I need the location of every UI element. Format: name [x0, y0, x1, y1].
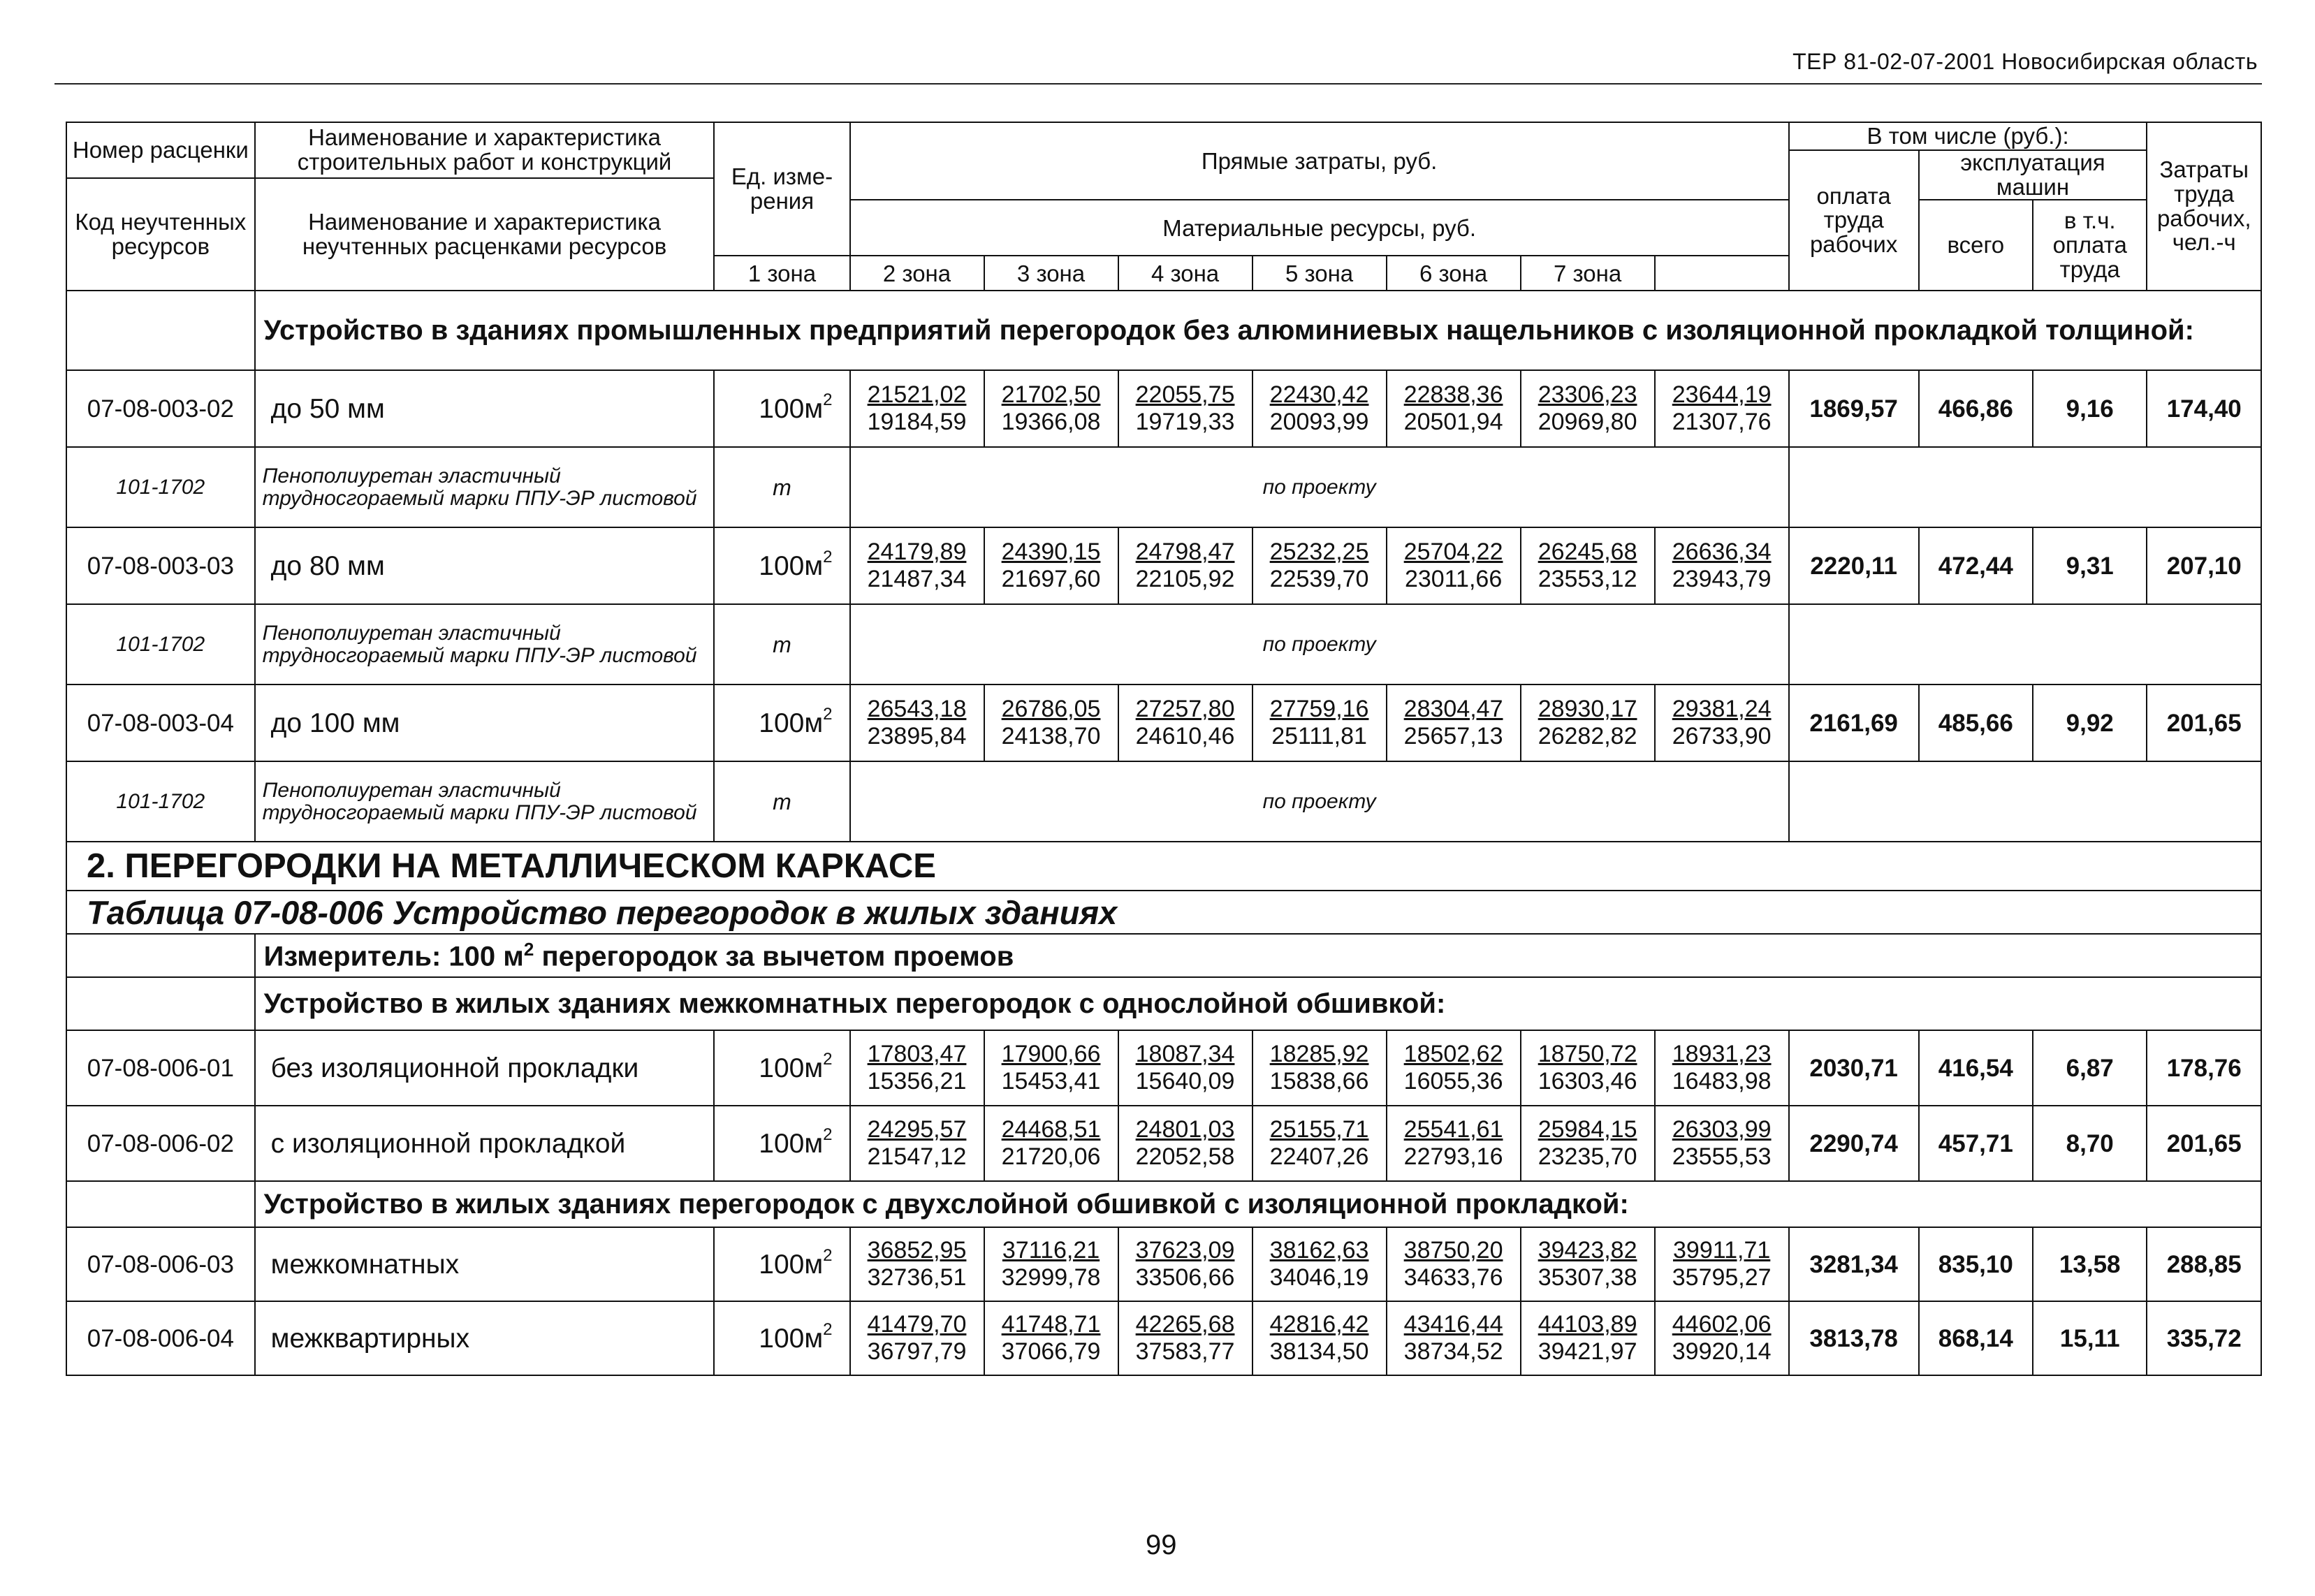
zone-cost-cell: [984, 1106, 1118, 1181]
material-cost-value: 33506,66: [1135, 1264, 1235, 1291]
measure-exponent: 2: [523, 938, 534, 960]
machine-labor-value: 9,16: [2033, 370, 2147, 447]
material-cost-value: 26733,90: [1672, 723, 1772, 750]
machine-total-value: 835,10: [1919, 1227, 2033, 1301]
machine-total-value: 485,66: [1919, 684, 2033, 761]
zone-cost-cell: [1253, 684, 1387, 761]
rate-name: до 100 мм: [255, 684, 715, 761]
material-cost-value: 35307,38: [1538, 1264, 1637, 1291]
labor-costs-value: 174,40: [2147, 370, 2261, 447]
material-cost-value: 26282,82: [1538, 723, 1637, 750]
material-cost-value: 19719,33: [1135, 409, 1235, 436]
group-row: [66, 1181, 2261, 1227]
unit-cell: [714, 370, 849, 447]
direct-cost-value: 24798,47: [1135, 539, 1235, 566]
rate-code: 07-08-006-03: [66, 1227, 255, 1301]
zone-cost-cell: [1253, 527, 1387, 604]
group-row: [66, 291, 2261, 370]
measure-text: [255, 934, 2261, 977]
zone-cost-cell: [1387, 684, 1521, 761]
unit-text: 100м: [759, 1250, 824, 1280]
header-machine-operation: эксплуатация машин: [1919, 150, 2147, 200]
direct-cost-value: 18750,72: [1538, 1041, 1637, 1068]
zone-cost-cell: [850, 527, 984, 604]
material-cost-value: 23943,79: [1672, 566, 1772, 593]
unit-text: 100м: [759, 708, 824, 739]
direct-cost-value: 26636,34: [1672, 539, 1772, 566]
rate-row: [66, 370, 2261, 447]
header-including: В том числе (руб.):: [1789, 122, 2147, 150]
direct-cost-value: 24179,89: [867, 539, 967, 566]
zone-cost-cell: [1655, 370, 1789, 447]
direct-cost-value: 42816,42: [1269, 1311, 1369, 1338]
resource-empty-cell: [1789, 604, 2261, 684]
zone-cost-cell: [1521, 370, 1655, 447]
header-zone-7: 7 зона: [1521, 256, 1655, 291]
material-cost-value: 22105,92: [1135, 566, 1235, 593]
material-cost-value: 37583,77: [1135, 1338, 1235, 1366]
document-header: ТЕР 81-02-07-2001 Новосибирская область: [1792, 49, 2258, 74]
material-cost-value: 16483,98: [1672, 1068, 1772, 1095]
page-number: 99: [1146, 1530, 1177, 1560]
resource-empty-cell: [1789, 447, 2261, 527]
direct-cost-value: 41748,71: [1001, 1311, 1101, 1338]
machine-labor-value: 9,92: [2033, 684, 2147, 761]
zone-cost-cell: [850, 1106, 984, 1181]
labor-pay-value: 2290,74: [1789, 1106, 1919, 1181]
header-zone-1: 1 зона: [714, 256, 849, 291]
direct-cost-value: 18285,92: [1269, 1041, 1369, 1068]
direct-cost-value: 23306,23: [1538, 381, 1637, 409]
unit-text: 100м: [759, 1324, 824, 1354]
rate-name: до 80 мм: [255, 527, 715, 604]
direct-cost-value: 43416,44: [1403, 1311, 1503, 1338]
rate-row: [66, 684, 2261, 761]
unit-exponent: 2: [823, 1050, 833, 1069]
zone-cost-cell: [1387, 527, 1521, 604]
direct-cost-value: 18931,23: [1672, 1041, 1772, 1068]
labor-costs-value: 201,65: [2147, 1106, 2261, 1181]
direct-cost-value: 25155,71: [1269, 1116, 1369, 1143]
unit-cell: [714, 1227, 849, 1301]
direct-cost-value: 44103,89: [1538, 1311, 1637, 1338]
zone-cost-cell: [1521, 1227, 1655, 1301]
group-row: [66, 977, 2261, 1030]
empty-code-cell: [66, 934, 255, 977]
material-cost-value: 21487,34: [867, 566, 967, 593]
header-material-resources: Материальные ресурсы, руб.: [850, 200, 1789, 256]
resource-unit: m: [714, 447, 849, 527]
rate-row: [66, 1227, 2261, 1301]
direct-cost-value: 42265,68: [1135, 1311, 1235, 1338]
rate-code: 07-08-003-03: [66, 527, 255, 604]
zone-cost-cell: [984, 527, 1118, 604]
unit-text: 100м: [759, 1129, 824, 1159]
unit-exponent: 2: [823, 705, 833, 724]
labor-pay-value: 2030,71: [1789, 1030, 1919, 1106]
direct-cost-value: 44602,06: [1672, 1311, 1772, 1338]
rate-row: [66, 1030, 2261, 1106]
header-rule: [54, 83, 2262, 85]
direct-cost-value: 24390,15: [1001, 539, 1101, 566]
direct-cost-value: 24295,57: [867, 1116, 967, 1143]
rate-row: [66, 1301, 2261, 1375]
unit-exponent: 2: [823, 390, 833, 410]
rate-code: 07-08-006-02: [66, 1106, 255, 1181]
rate-row: [66, 1106, 2261, 1181]
table-title-row: [66, 891, 2261, 934]
material-cost-value: 24138,70: [1001, 723, 1101, 750]
machine-labor-value: 13,58: [2033, 1227, 2147, 1301]
labor-pay-value: 2161,69: [1789, 684, 1919, 761]
resource-empty-cell: [1789, 761, 2261, 842]
labor-pay-value: 3281,34: [1789, 1227, 1919, 1301]
direct-cost-value: 21702,50: [1001, 381, 1101, 409]
rate-code: 07-08-003-02: [66, 370, 255, 447]
zone-cost-cell: [1253, 1301, 1387, 1375]
resource-unit: m: [714, 761, 849, 842]
rates-table: [66, 122, 2262, 1376]
direct-cost-value: 39911,71: [1673, 1237, 1771, 1264]
resource-code: 101-1702: [66, 447, 255, 527]
material-cost-value: 39920,14: [1672, 1338, 1772, 1366]
zone-cost-cell: [984, 1227, 1118, 1301]
direct-cost-value: 22430,42: [1269, 381, 1369, 409]
material-cost-value: 19366,08: [1001, 409, 1101, 436]
direct-cost-value: 38162,63: [1269, 1237, 1369, 1264]
resource-note: по проекту: [850, 761, 1789, 842]
zone-cost-cell: [1521, 527, 1655, 604]
zone-cost-cell: [1655, 1301, 1789, 1375]
zone-cost-cell: [1655, 527, 1789, 604]
direct-cost-value: 25704,22: [1403, 539, 1503, 566]
direct-cost-value: 29381,24: [1672, 696, 1772, 723]
material-cost-value: 35795,27: [1672, 1264, 1772, 1291]
direct-cost-value: 28304,47: [1403, 696, 1503, 723]
direct-cost-value: 24801,03: [1135, 1116, 1235, 1143]
unit-exponent: 2: [823, 1320, 833, 1340]
zone-cost-cell: [984, 1301, 1118, 1375]
empty-code-cell: [66, 1181, 255, 1227]
zone-cost-cell: [1655, 1227, 1789, 1301]
unit-text: 100м: [759, 1053, 824, 1084]
zone-cost-cell: [1655, 684, 1789, 761]
material-cost-value: 20093,99: [1269, 409, 1369, 436]
labor-costs-value: 335,72: [2147, 1301, 2261, 1375]
header-zone-6: 6 зона: [1387, 256, 1521, 291]
material-cost-value: 32736,51: [867, 1264, 967, 1291]
header-resource-code: Код неучтенных ресурсов: [66, 178, 255, 291]
group-title: Устройство в жилых зданиях межкомнатных перегородок с однослойной обшивкой:: [255, 977, 2261, 1030]
material-cost-value: 16055,36: [1403, 1068, 1503, 1095]
zone-cost-cell: [1118, 370, 1253, 447]
resource-row: [66, 447, 2261, 527]
section-title-row: [66, 842, 2261, 891]
zone-cost-cell: [1118, 1106, 1253, 1181]
direct-cost-value: 26303,99: [1672, 1116, 1772, 1143]
labor-costs-value: 201,65: [2147, 684, 2261, 761]
zone-cost-cell: [1521, 1106, 1655, 1181]
material-cost-value: 21697,60: [1001, 566, 1101, 593]
direct-cost-value: 37623,09: [1135, 1237, 1235, 1264]
material-cost-value: 22052,58: [1135, 1143, 1235, 1171]
zone-cost-cell: [1387, 1301, 1521, 1375]
labor-pay-value: 3813,78: [1789, 1301, 1919, 1375]
material-cost-value: 22539,70: [1269, 566, 1369, 593]
direct-cost-value: 25232,25: [1269, 539, 1369, 566]
direct-cost-value: 36852,95: [867, 1237, 967, 1264]
empty-code-cell: [66, 291, 255, 370]
direct-cost-value: 27257,80: [1135, 696, 1235, 723]
labor-costs-value: 288,85: [2147, 1227, 2261, 1301]
resource-name: Пенополиуретан эластичный трудносгораемый марки ППУ-ЭР листовой: [255, 604, 715, 684]
material-cost-value: 23895,84: [867, 723, 967, 750]
unit-cell: [714, 1030, 849, 1106]
zone-cost-cell: [1387, 1106, 1521, 1181]
direct-cost-value: 18087,34: [1135, 1041, 1235, 1068]
machine-total-value: 472,44: [1919, 527, 2033, 604]
resource-code: 101-1702: [66, 761, 255, 842]
material-cost-value: 25657,13: [1403, 723, 1503, 750]
material-cost-value: 25111,81: [1271, 723, 1367, 750]
direct-cost-value: 41479,70: [867, 1311, 967, 1338]
zone-cost-cell: [1521, 1030, 1655, 1106]
header-machine-labor: в т.ч. оплата труда: [2033, 200, 2147, 291]
unit-cell: [714, 1106, 849, 1181]
section-title: 2. ПЕРЕГОРОДКИ НА МЕТАЛЛИЧЕСКОМ КАРКАСЕ: [66, 842, 2261, 891]
rate-name: межкомнатных: [255, 1227, 715, 1301]
resource-code: 101-1702: [66, 604, 255, 684]
zone-cost-cell: [1253, 1030, 1387, 1106]
unit-cell: [714, 527, 849, 604]
direct-cost-value: 26543,18: [867, 696, 967, 723]
direct-cost-value: 27759,16: [1269, 696, 1369, 723]
measure-label-rest: перегородок за вычетом проемов: [534, 940, 1014, 972]
labor-costs-value: 178,76: [2147, 1030, 2261, 1106]
material-cost-value: 36797,79: [867, 1338, 967, 1366]
zone-cost-cell: [984, 684, 1118, 761]
resource-unit: m: [714, 604, 849, 684]
unit-exponent: 2: [823, 1246, 833, 1266]
header-unit: Ед. изме-рения: [714, 122, 849, 256]
measure-label: Измеритель: 100 м: [263, 940, 524, 972]
header-labor-pay: оплата труда рабочих: [1789, 150, 1919, 291]
direct-cost-value: 39423,82: [1538, 1237, 1637, 1264]
resource-name: Пенополиуретан эластичный трудносгораемый марки ППУ-ЭР листовой: [255, 447, 715, 527]
material-cost-value: 19184,59: [867, 409, 967, 436]
direct-cost-value: 23644,19: [1672, 381, 1772, 409]
zone-cost-cell: [1387, 1030, 1521, 1106]
material-cost-value: 15838,66: [1269, 1068, 1369, 1095]
zone-cost-cell: [1118, 1227, 1253, 1301]
rate-name: межквартирных: [255, 1301, 715, 1375]
zone-cost-cell: [1521, 684, 1655, 761]
rate-name: до 50 мм: [255, 370, 715, 447]
material-cost-value: 32999,78: [1001, 1264, 1101, 1291]
machine-labor-value: 6,87: [2033, 1030, 2147, 1106]
material-cost-value: 20969,80: [1538, 409, 1637, 436]
material-cost-value: 15453,41: [1001, 1068, 1101, 1095]
material-cost-value: 34633,76: [1403, 1264, 1503, 1291]
material-cost-value: 23555,53: [1672, 1143, 1772, 1171]
material-cost-value: 37066,79: [1001, 1338, 1101, 1366]
zone-cost-cell: [984, 1030, 1118, 1106]
material-cost-value: 21547,12: [867, 1143, 967, 1171]
direct-cost-value: 21521,02: [867, 381, 967, 409]
empty-code-cell: [66, 977, 255, 1030]
header-resource-name: Наименование и характеристика неучтенных расценками ресурсов: [255, 178, 715, 291]
material-cost-value: 20501,94: [1403, 409, 1503, 436]
zone-cost-cell: [850, 1227, 984, 1301]
header-zone-4: 4 зона: [1118, 256, 1253, 291]
machine-total-value: 457,71: [1919, 1106, 2033, 1181]
zone-cost-cell: [1253, 370, 1387, 447]
zone-cost-cell: [1521, 1301, 1655, 1375]
material-cost-value: 22793,16: [1403, 1143, 1503, 1171]
direct-cost-value: 22055,75: [1135, 381, 1235, 409]
zone-cost-cell: [1655, 1106, 1789, 1181]
rate-name: с изоляционной прокладкой: [255, 1106, 715, 1181]
machine-labor-value: 9,31: [2033, 527, 2147, 604]
resource-row: [66, 604, 2261, 684]
machine-total-value: 466,86: [1919, 370, 2033, 447]
material-cost-value: 16303,46: [1538, 1068, 1637, 1095]
direct-cost-value: 24468,51: [1001, 1116, 1101, 1143]
zone-cost-cell: [1118, 527, 1253, 604]
zone-cost-cell: [984, 370, 1118, 447]
group-title: Устройство в жилых зданиях перегородок с двухслойной обшивкой с изоляционной прокладкой:: [255, 1181, 2261, 1227]
unit-cell: [714, 684, 849, 761]
unit-exponent: 2: [823, 1125, 833, 1145]
header-name: Наименование и характеристика строительных работ и конструкций: [255, 122, 715, 178]
rate-code: 07-08-003-04: [66, 684, 255, 761]
measure-row: [66, 934, 2261, 977]
unit-exponent: 2: [823, 548, 833, 567]
material-cost-value: 38734,52: [1403, 1338, 1503, 1366]
resource-note: по проекту: [850, 604, 1789, 684]
zone-cost-cell: [850, 1030, 984, 1106]
material-cost-value: 23235,70: [1538, 1143, 1637, 1171]
header-code: Номер расценки: [66, 122, 255, 178]
header-direct-costs: Прямые затраты, руб.: [850, 122, 1789, 200]
zone-cost-cell: [1118, 1301, 1253, 1375]
direct-cost-value: 26786,05: [1001, 696, 1101, 723]
material-cost-value: 15356,21: [867, 1068, 967, 1095]
resource-row: [66, 761, 2261, 842]
material-cost-value: 24610,46: [1135, 723, 1235, 750]
material-cost-value: 34046,19: [1269, 1264, 1369, 1291]
zone-cost-cell: [850, 1301, 984, 1375]
direct-cost-value: 22838,36: [1403, 381, 1503, 409]
table-title: Таблица 07-08-006 Устройство перегородок в жилых зданиях: [66, 891, 2261, 934]
header-zone-3: 3 зона: [984, 256, 1118, 291]
labor-costs-value: 207,10: [2147, 527, 2261, 604]
zone-cost-cell: [850, 684, 984, 761]
unit-text: 100м: [759, 394, 824, 425]
direct-cost-value: 26245,68: [1538, 539, 1637, 566]
direct-cost-value: 25541,61: [1403, 1116, 1503, 1143]
rate-name: без изоляционной прокладки: [255, 1030, 715, 1106]
header-zone-5: 5 зона: [1253, 256, 1387, 291]
header-labor-costs: Затраты труда рабочих, чел.-ч: [2147, 122, 2261, 291]
material-cost-value: 23011,66: [1404, 566, 1503, 593]
zone-cost-cell: [1118, 684, 1253, 761]
material-cost-value: 38134,50: [1269, 1338, 1369, 1366]
group-title: Устройство в зданиях промышленных предприятий перегородок без алюминиевых нащельников с изоляционной прокладкой толщиной:: [255, 291, 2261, 370]
direct-cost-value: 37116,21: [1002, 1237, 1100, 1264]
machine-total-value: 868,14: [1919, 1301, 2033, 1375]
direct-cost-value: 28930,17: [1538, 696, 1637, 723]
machine-labor-value: 8,70: [2033, 1106, 2147, 1181]
zone-cost-cell: [1387, 1227, 1521, 1301]
zone-cost-cell: [1118, 1030, 1253, 1106]
direct-cost-value: 38750,20: [1403, 1237, 1503, 1264]
header-machine-total: всего: [1919, 200, 2033, 291]
rate-code: 07-08-006-04: [66, 1301, 255, 1375]
material-cost-value: 15640,09: [1135, 1068, 1235, 1095]
direct-cost-value: 18502,62: [1403, 1041, 1503, 1068]
header-zone-2: 2 зона: [850, 256, 984, 291]
zone-cost-cell: [850, 370, 984, 447]
unit-text: 100м: [759, 551, 824, 582]
rate-row: [66, 527, 2261, 604]
material-cost-value: 21307,76: [1672, 409, 1772, 436]
unit-cell: [714, 1301, 849, 1375]
direct-cost-value: 25984,15: [1538, 1116, 1637, 1143]
rate-code: 07-08-006-01: [66, 1030, 255, 1106]
material-cost-value: 39421,97: [1538, 1338, 1637, 1366]
zone-cost-cell: [1387, 370, 1521, 447]
machine-total-value: 416,54: [1919, 1030, 2033, 1106]
direct-cost-value: 17900,66: [1001, 1041, 1101, 1068]
zone-cost-cell: [1253, 1106, 1387, 1181]
material-cost-value: 22407,26: [1269, 1143, 1369, 1171]
material-cost-value: 21720,06: [1001, 1143, 1101, 1171]
direct-cost-value: 17803,47: [867, 1041, 967, 1068]
material-cost-value: 23553,12: [1538, 566, 1637, 593]
machine-labor-value: 15,11: [2033, 1301, 2147, 1375]
zone-cost-cell: [1655, 1030, 1789, 1106]
labor-pay-value: 1869,57: [1789, 370, 1919, 447]
labor-pay-value: 2220,11: [1789, 527, 1919, 604]
resource-note: по проекту: [850, 447, 1789, 527]
zone-cost-cell: [1253, 1227, 1387, 1301]
resource-name: Пенополиуретан эластичный трудносгораемый марки ППУ-ЭР листовой: [255, 761, 715, 842]
